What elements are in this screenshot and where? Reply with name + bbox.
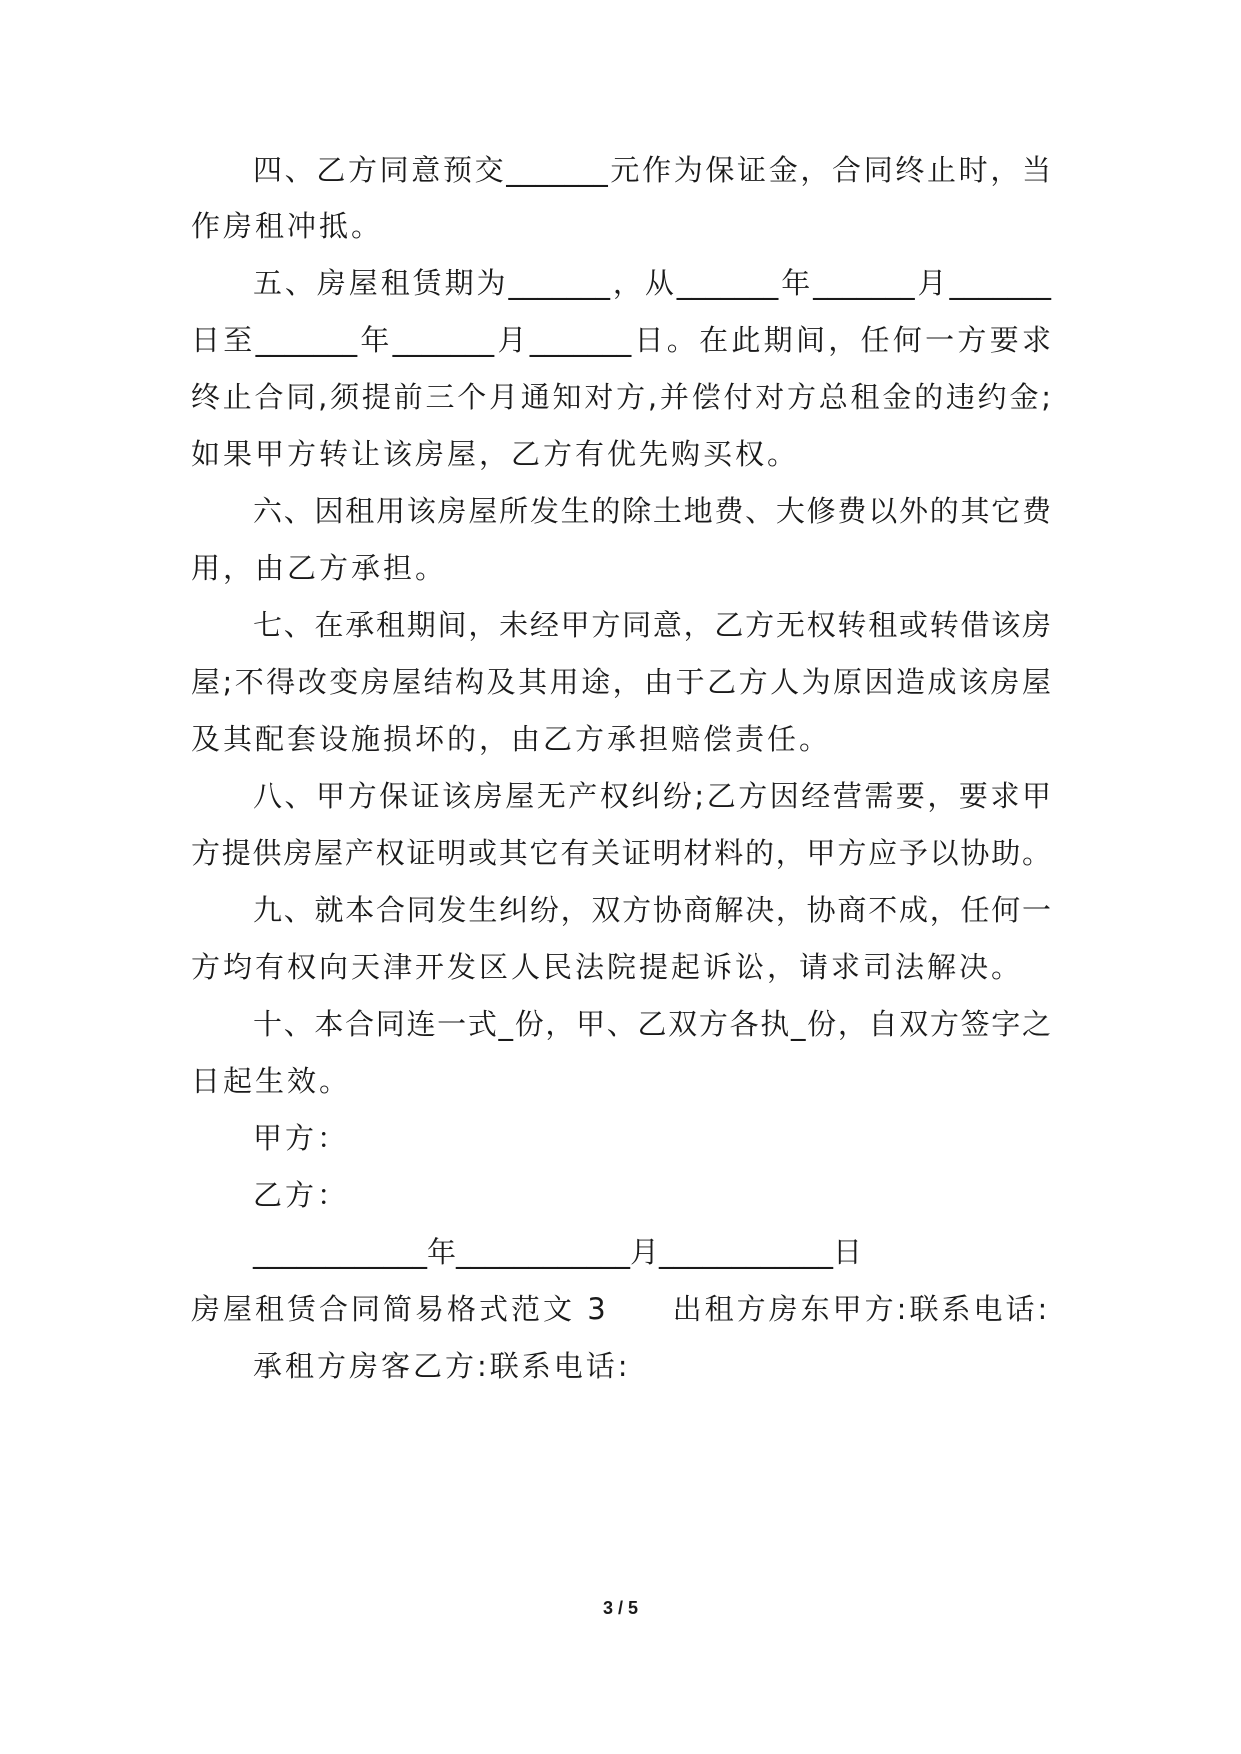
clause-5-line-2: 日至_______年_______月_______日。在此期间，任何一方要求 [191, 323, 1051, 357]
clause-7-line-2: 屋;不得改变房屋结构及其用途，由于乙方人为原因造成该房屋 [191, 665, 1051, 699]
clause-9-line-2: 方均有权向天津开发区人民法院提起诉讼，请求司法解决。 [191, 950, 1024, 984]
clause-5-line-3: 终止合同,须提前三个月通知对方,并偿付对方总租金的违约金; [191, 380, 1051, 414]
clause-5-line-4: 如果甲方转让该房屋，乙方有优先购买权。 [191, 437, 800, 471]
clause-10-line-1: 十、本合同连一式_份，甲、乙双方各执_份，自双方签字之 [253, 1007, 1051, 1041]
clause-8-line-1: 八、甲方保证该房屋无产权纠纷;乙方因经营需要，要求甲 [253, 779, 1051, 813]
party-b-signature-label: 乙方： [253, 1178, 350, 1212]
page-number: 3 / 5 [602, 1598, 639, 1618]
party-a-signature-label: 甲方： [253, 1121, 350, 1155]
clause-9-line-1: 九、就本合同发生纠纷，双方协商解决，协商不成，任何一 [253, 893, 1051, 927]
clause-10-line-2: 日起生效。 [191, 1064, 352, 1098]
clause-6-line-2: 用，由乙方承担。 [191, 551, 448, 585]
clause-6-line-1: 六、因租用该房屋所发生的除土地费、大修费以外的其它费 [253, 494, 1051, 528]
tenant-contact-line: 承租方房客乙方:联系电话: [253, 1349, 631, 1383]
clause-8-line-2: 方提供房屋产权证明或其它有关证明材料的，甲方应予以协助。 [191, 836, 1051, 870]
clause-7-line-1: 七、在承租期间，未经甲方同意，乙方无权转租或转借该房 [253, 608, 1051, 642]
clause-4-line-2: 作房租冲抵。 [191, 209, 384, 243]
signing-date-line: ____________年____________月____________日 [253, 1235, 863, 1269]
clause-7-line-3: 及其配套设施损坏的，由乙方承担赔偿责任。 [191, 722, 832, 756]
clause-4-line-1: 四、乙方同意预交_______元作为保证金，合同终止时，当 [253, 153, 1051, 187]
clause-5-line-1: 五、房屋租赁期为_______，从_______年_______月_______ [253, 266, 1051, 300]
contract-3-heading-line: 房屋租赁合同简易格式范文 3 出租方房东甲方:联系电话: [191, 1292, 1051, 1326]
